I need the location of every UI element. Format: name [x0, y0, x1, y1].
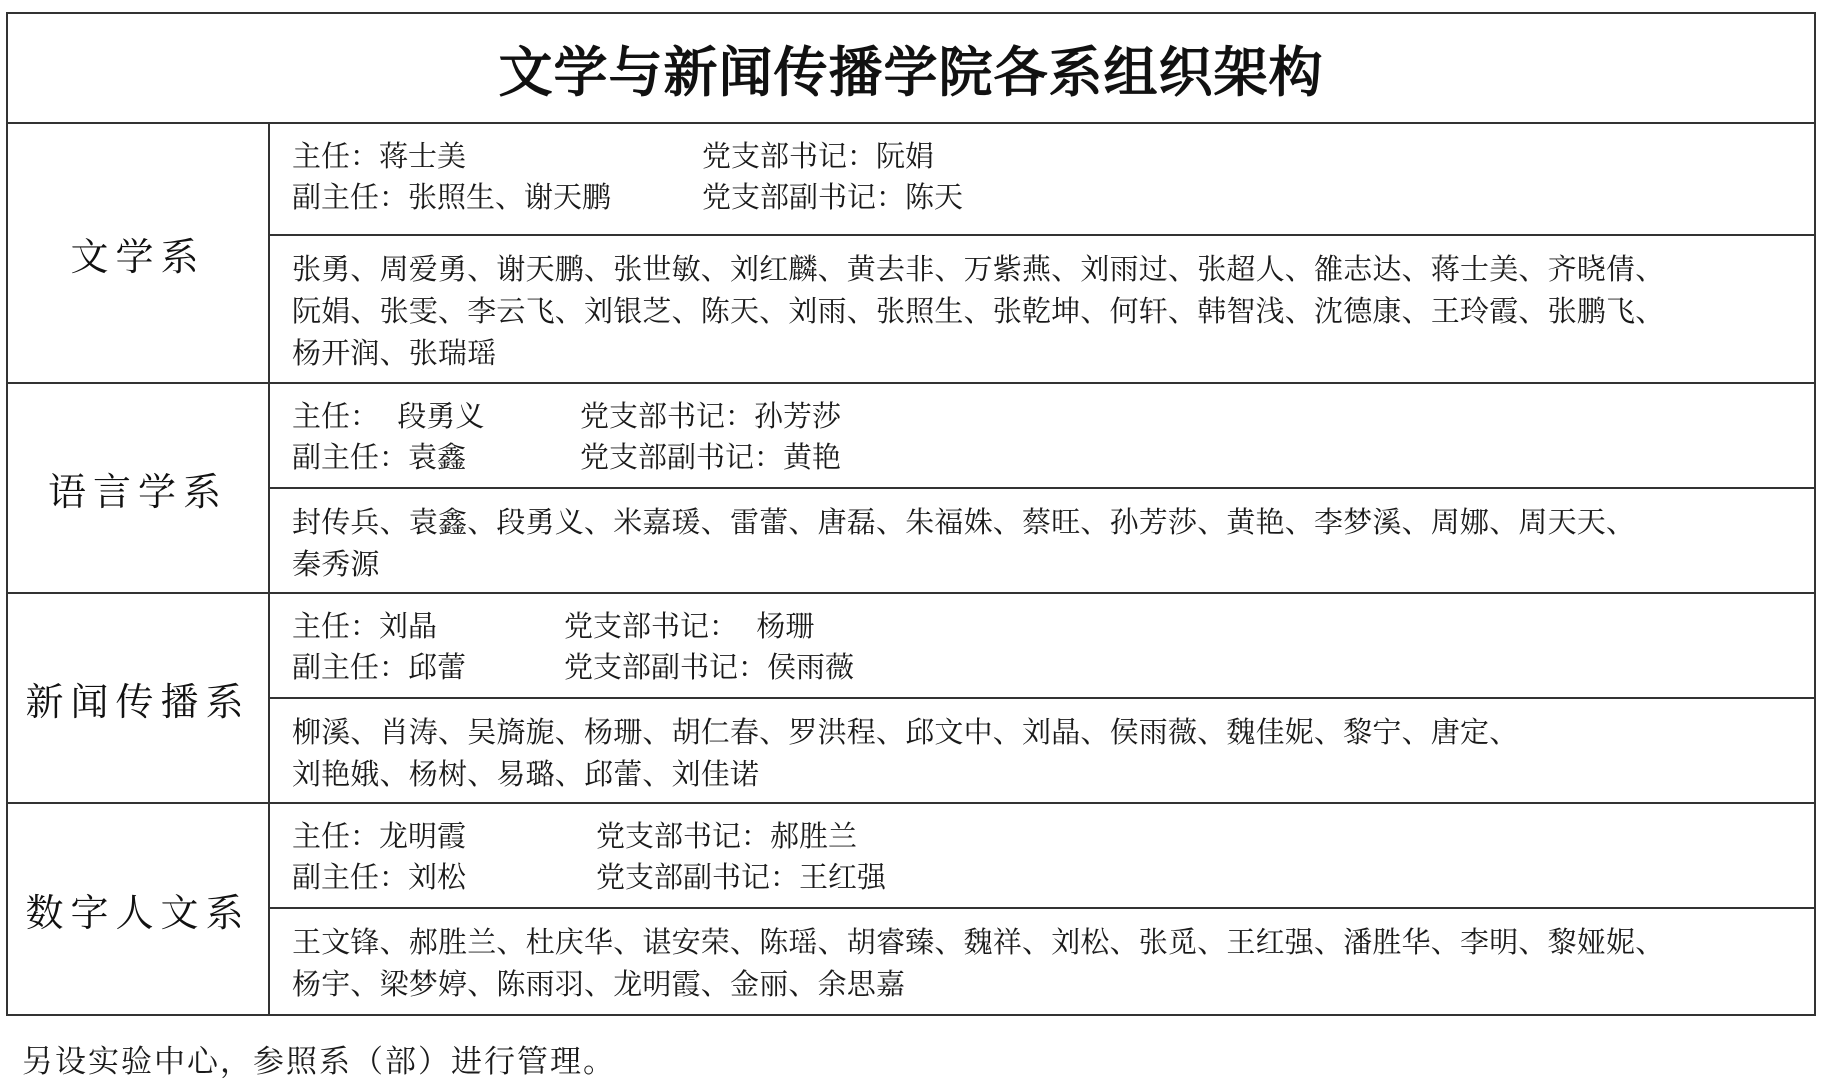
- party-secretary: 党支部书记： 杨珊: [564, 609, 815, 643]
- department-leaders: [270, 804, 1814, 909]
- department-row-linguistics: [8, 384, 1814, 594]
- leader-line: [292, 136, 1792, 177]
- party-secretary: 党支部书记：阮娟: [702, 139, 935, 173]
- director: 主任：刘晶: [292, 609, 438, 643]
- deputy-party-secretary: 党支部副书记：黄艳: [580, 440, 842, 474]
- leader-line: [292, 437, 1792, 478]
- footnote: 另设实验中心，参照系（部）进行管理。: [22, 1044, 616, 1080]
- member-list-line: 王文锋、郝胜兰、杜庆华、谌安荣、陈瑶、胡睿臻、魏祥、刘松、张觅、王红强、潘胜华、李明、黎娅妮、: [292, 925, 1665, 959]
- member-list-line: 柳溪、肖涛、吴旖旎、杨珊、胡仁春、罗洪程、邱文中、刘晶、侯雨薇、魏佳妮、黎宁、唐定、: [292, 715, 1519, 749]
- member-list-line: 杨宇、梁梦婷、陈雨羽、龙明霞、金丽、余思嘉: [292, 967, 906, 1001]
- deputy-party-secretary: 党支部副书记：侯雨薇: [564, 650, 855, 684]
- department-leaders: [270, 124, 1814, 236]
- deputy-director: 副主任：袁鑫: [292, 440, 467, 474]
- department-leaders: [270, 594, 1814, 699]
- director: 主任：蒋士美: [292, 139, 467, 173]
- department-name-cell: [8, 804, 270, 1014]
- department-body: [270, 594, 1814, 802]
- member-list-line: 刘艳娥、杨树、易璐、邱蕾、刘佳诺: [292, 757, 760, 791]
- department-members: [270, 909, 1814, 1012]
- member-list-line: 秦秀源: [292, 547, 380, 581]
- department-row-digital-humanities: [8, 804, 1814, 1014]
- department-members: [270, 489, 1814, 592]
- deputy-director: 副主任：张照生、谢天鹏: [292, 180, 612, 214]
- member-list-line: 阮娟、张雯、李云飞、刘银芝、陈天、刘雨、张照生、张乾坤、何轩、韩智浅、沈德康、王玲霞、张鹏飞、: [292, 294, 1665, 328]
- deputy-director: 副主任：刘松: [292, 860, 467, 894]
- department-members: [270, 236, 1814, 382]
- department-body: [270, 384, 1814, 592]
- department-name-cell: [8, 594, 270, 802]
- leader-line: [292, 606, 1792, 647]
- table-title-row: [8, 14, 1814, 124]
- leader-line: [292, 816, 1792, 857]
- member-list-line: 封传兵、袁鑫、段勇义、米嘉瑗、雷蕾、唐磊、朱福姝、蔡旺、孙芳莎、黄艳、李梦溪、周娜、周天天、: [292, 505, 1636, 539]
- department-members: [270, 699, 1814, 802]
- department-body: [270, 804, 1814, 1014]
- department-name-cell: [8, 384, 270, 592]
- director: 主任： 段勇义: [292, 399, 485, 433]
- department-name: 数字人文系: [25, 890, 251, 935]
- org-structure-table: [6, 12, 1816, 1016]
- leader-line: [292, 396, 1792, 437]
- member-list-line: 张勇、周爱勇、谢天鹏、张世敏、刘红麟、黄去非、万紫燕、刘雨过、张超人、雒志达、蒋士美、齐晓倩、: [292, 252, 1665, 286]
- department-leaders: [270, 384, 1814, 489]
- page-title: 文学与新闻传播学院各系组织架构: [498, 39, 1324, 104]
- deputy-party-secretary: 党支部副书记：陈天: [702, 180, 964, 214]
- member-list-line: 杨开润、张瑞瑶: [292, 336, 497, 370]
- department-name-cell: [8, 124, 270, 382]
- department-row-literature: [8, 124, 1814, 384]
- leader-line: [292, 647, 1792, 688]
- department-name: 语言学系: [47, 469, 228, 514]
- deputy-party-secretary: 党支部副书记：王红强: [596, 860, 887, 894]
- department-row-journalism: [8, 594, 1814, 804]
- deputy-director: 副主任：邱蕾: [292, 650, 467, 684]
- party-secretary: 党支部书记：孙芳莎: [580, 399, 842, 433]
- party-secretary: 党支部书记：郝胜兰: [596, 819, 858, 853]
- department-name: 文学系: [70, 234, 206, 279]
- leader-line: [292, 177, 1792, 218]
- department-name: 新闻传播系: [25, 679, 251, 724]
- director: 主任：龙明霞: [292, 819, 467, 853]
- leader-line: [292, 857, 1792, 898]
- department-body: [270, 124, 1814, 382]
